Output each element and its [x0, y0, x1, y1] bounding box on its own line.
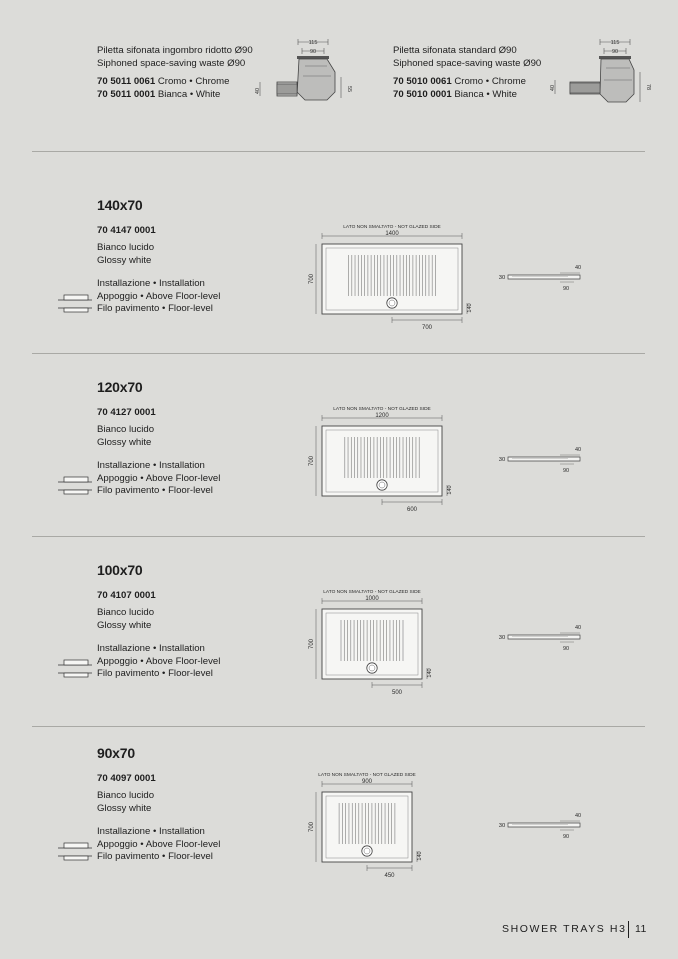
dim-left: 40 — [550, 84, 556, 92]
tray-install-label: Installazione • Installation — [97, 826, 205, 837]
profile-height-dimension: 30 — [498, 635, 506, 641]
divider — [32, 536, 645, 537]
profile-height-dimension: 30 — [498, 275, 506, 281]
above-floor-tray-icon — [64, 660, 88, 665]
divider — [32, 726, 645, 727]
width-dimension: 700 — [309, 821, 315, 833]
installation-icons — [58, 840, 92, 862]
length-dimension: 1000 — [365, 596, 379, 602]
waste-2-name-en: Siphoned space-saving waste Ø90 — [393, 58, 542, 69]
tray-above-floor: Appoggio • Above Floor-level — [97, 291, 221, 302]
not-glazed-side-label: LATO NON SMALTATO - NOT GLAZED SIDE — [333, 407, 431, 412]
profile-height-dimension: 30 — [498, 823, 506, 829]
waste-1-name-en: Siphoned space-saving waste Ø90 — [97, 58, 246, 69]
profile-outline — [508, 457, 580, 461]
not-glazed-side-label: LATO NON SMALTATO - NOT GLAZED SIDE — [323, 590, 421, 595]
tray-finish-en: Glossy white — [97, 803, 152, 814]
profile-outline — [508, 823, 580, 827]
drain-offset-dimension: 140 — [427, 668, 433, 678]
finish: Bianca • White — [451, 89, 517, 100]
drain — [362, 846, 372, 856]
dim-mid: 90 — [309, 49, 317, 55]
tray-floor-level: Filo pavimento • Floor-level — [97, 851, 213, 862]
drain — [377, 480, 387, 490]
tray-plan-drawing — [300, 768, 480, 878]
tray-floor-level: Filo pavimento • Floor-level — [97, 668, 213, 679]
code: 70 5010 0061 — [393, 76, 452, 87]
width-dimension: 700 — [309, 455, 315, 467]
not-glazed-side-label: LATO NON SMALTATO - NOT GLAZED SIDE — [343, 225, 441, 230]
footer-title: SHOWER TRAYS H3 — [502, 923, 627, 935]
dim-top: 115 — [308, 40, 318, 46]
profile-bottom-dimension: 90 — [562, 646, 570, 652]
tray-plan-drawing — [300, 585, 480, 695]
profile-top-dimension: 40 — [574, 447, 582, 453]
profile-outline — [508, 635, 580, 639]
waste-2-code-chrome — [393, 76, 526, 89]
tray-floor-level: Filo pavimento • Floor-level — [97, 485, 213, 496]
tray-install-label: Installazione • Installation — [97, 460, 205, 471]
page-number: 11 — [635, 923, 647, 935]
half-length-dimension: 450 — [384, 873, 395, 879]
dim-mid: 90 — [611, 49, 619, 55]
tray-finish-en: Glossy white — [97, 437, 152, 448]
profile-bottom-dimension: 90 — [562, 286, 570, 292]
tray-title: 120x70 — [97, 379, 143, 395]
half-length-dimension: 500 — [391, 690, 403, 696]
floor-level-tray-icon — [64, 308, 88, 312]
tray-above-floor: Appoggio • Above Floor-level — [97, 473, 221, 484]
above-floor-tray-icon — [64, 295, 88, 300]
tray-finish-it: Bianco lucido — [97, 607, 155, 618]
tray-above-floor: Appoggio • Above Floor-level — [97, 656, 221, 667]
length-dimension: 1400 — [385, 231, 399, 237]
divider — [32, 353, 645, 354]
width-dimension: 700 — [309, 638, 315, 650]
installation-icons — [58, 474, 92, 496]
finish: Cromo • Chrome — [451, 76, 526, 87]
tray-code: 70 4097 0001 — [97, 773, 156, 784]
tray-finish-it: Bianco lucido — [97, 424, 155, 435]
waste-2-drawing — [550, 36, 650, 106]
above-floor-tray-icon — [64, 843, 88, 848]
tray-title: 140x70 — [97, 197, 143, 213]
drain — [367, 663, 377, 673]
length-dimension: 1200 — [375, 413, 389, 419]
tray-finish-en: Glossy white — [97, 620, 152, 631]
tray-plan-drawing — [300, 220, 480, 330]
profile-top-dimension: 40 — [574, 625, 582, 631]
tray-finish-en: Glossy white — [97, 255, 152, 266]
profile-height-dimension: 30 — [498, 457, 506, 463]
floor-level-tray-icon — [64, 673, 88, 677]
tray-floor-level: Filo pavimento • Floor-level — [97, 303, 213, 314]
waste-2-name-it: Piletta sifonata standard Ø90 — [393, 45, 517, 56]
finish: Cromo • Chrome — [155, 76, 230, 87]
not-glazed-side-label: LATO NON SMALTATO - NOT GLAZED SIDE — [318, 773, 416, 778]
drain — [387, 298, 397, 308]
profile-bottom-dimension: 90 — [562, 834, 570, 840]
drain-offset-dimension: 140 — [417, 851, 423, 861]
tray-finish-it: Bianco lucido — [97, 790, 155, 801]
half-length-dimension: 700 — [421, 325, 433, 331]
installation-icons — [58, 657, 92, 679]
profile-outline — [508, 275, 580, 279]
dim-right: 55 — [346, 85, 352, 93]
tray-finish-it: Bianco lucido — [97, 242, 155, 253]
profile-top-dimension: 40 — [574, 813, 582, 819]
waste-1-code-white — [97, 89, 220, 102]
floor-level-tray-icon — [64, 856, 88, 860]
footer-divider — [628, 921, 629, 938]
installation-icons — [58, 292, 92, 314]
tray-title: 100x70 — [97, 562, 143, 578]
waste-1-code-chrome — [97, 76, 229, 89]
tray-profile-drawing — [494, 260, 586, 292]
waste-2-code-white — [393, 89, 517, 102]
drain-offset-dimension: 140 — [447, 485, 453, 495]
above-floor-tray-icon — [64, 477, 88, 482]
tray-profile-drawing — [494, 442, 586, 474]
divider — [32, 151, 645, 152]
tray-profile-drawing — [494, 808, 586, 840]
profile-bottom-dimension: 90 — [562, 468, 570, 474]
tray-plan-drawing — [300, 402, 480, 512]
finish: Bianca • White — [155, 89, 221, 100]
width-dimension: 700 — [309, 273, 315, 285]
code: 70 5011 0001 — [97, 89, 156, 100]
dim-left: 40 — [255, 87, 261, 95]
tray-install-label: Installazione • Installation — [97, 278, 205, 289]
floor-level-tray-icon — [64, 490, 88, 494]
profile-top-dimension: 40 — [574, 265, 582, 271]
waste-1-name-it: Piletta sifonata ingombro ridotto Ø90 — [97, 45, 253, 56]
tray-code: 70 4107 0001 — [97, 590, 156, 601]
tray-profile-drawing — [494, 620, 586, 652]
dim-right: 78 — [645, 83, 651, 91]
waste-1-drawing — [255, 36, 355, 106]
dim-top: 115 — [610, 40, 620, 46]
code: 70 5011 0061 — [97, 76, 156, 87]
tray-code: 70 4147 0001 — [97, 225, 156, 236]
tray-install-label: Installazione • Installation — [97, 643, 205, 654]
tray-above-floor: Appoggio • Above Floor-level — [97, 839, 221, 850]
code: 70 5010 0001 — [393, 89, 452, 100]
tray-title: 90x70 — [97, 745, 135, 761]
tray-code: 70 4127 0001 — [97, 407, 156, 418]
drain-offset-dimension: 140 — [467, 303, 473, 313]
length-dimension: 900 — [361, 779, 373, 785]
half-length-dimension: 600 — [406, 507, 418, 513]
